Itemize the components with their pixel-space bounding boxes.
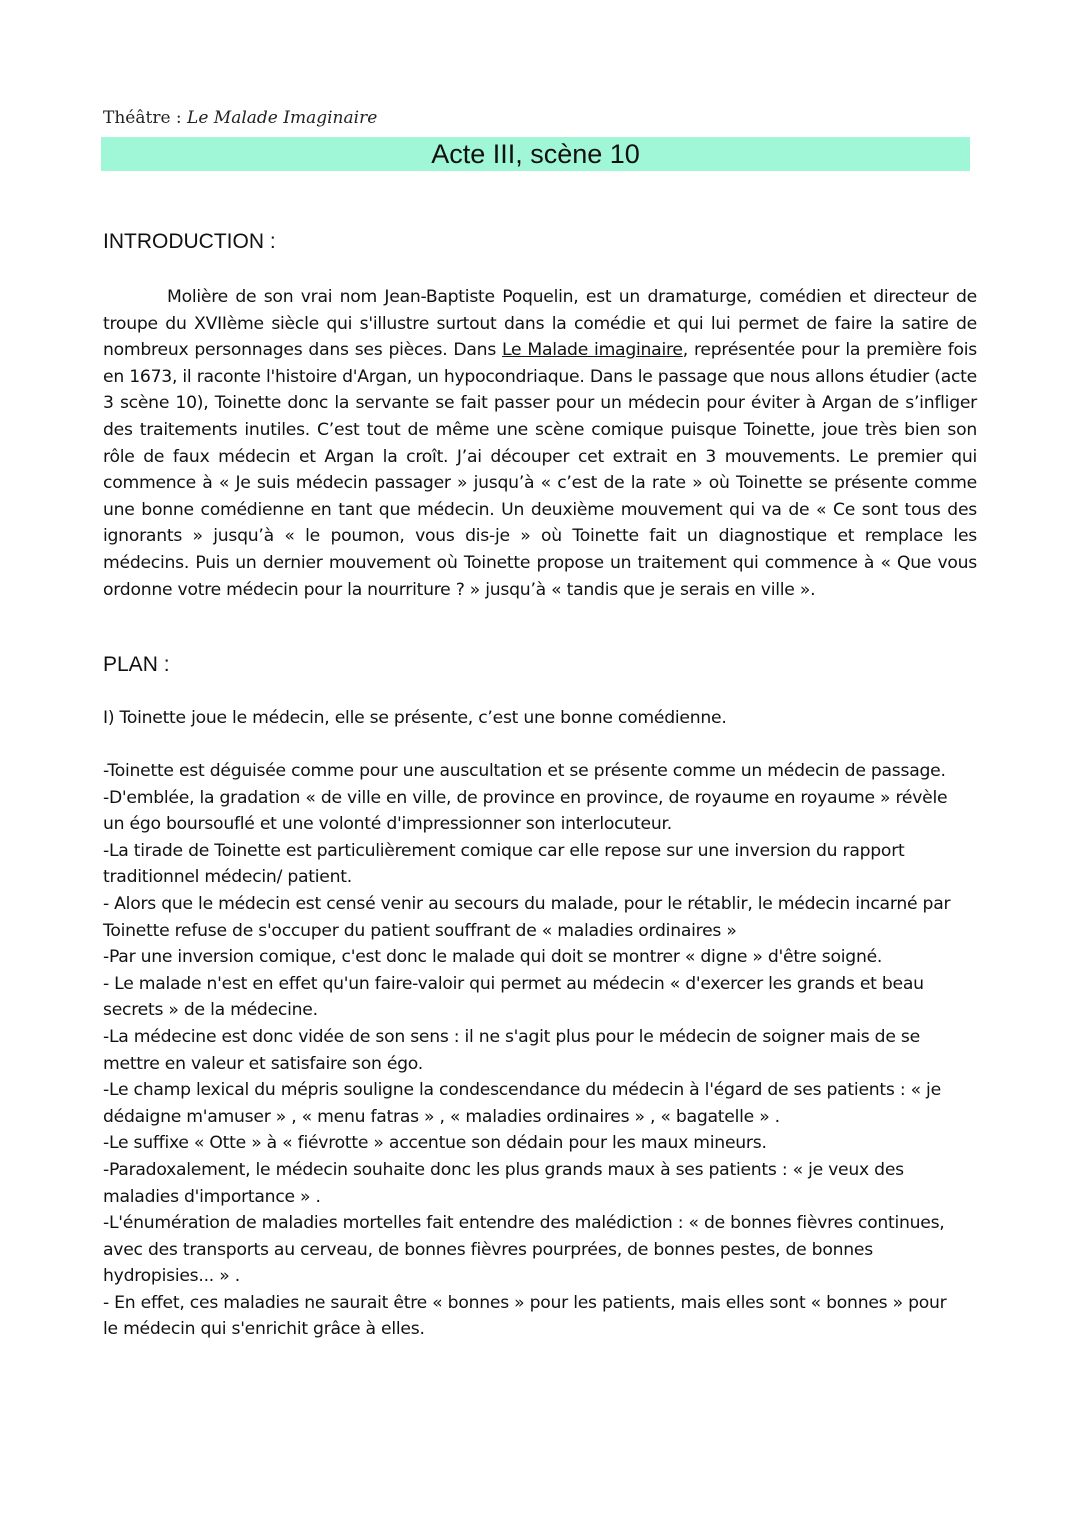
list-item: - Le malade n'est en effet qu'un faire-valoir qui permet au médecin « d'exercer les grands et beau secrets » de la médecine.	[103, 973, 924, 1021]
title-band	[101, 137, 970, 171]
header-prefix: Théâtre :	[103, 108, 188, 128]
intro-text-end: , représentée pour la première fois en 1673, il raconte l'histoire d'Argan, un hypocondriaque. Dans le passage que nous allons étudier (acte 3 scène 10), Toinette donc la servante se fait passer pour un médecin pour éviter à Argan de s’infliger des traitements inutiles. C’est tout de même une scène comique puisque Toinette, joue très bien son rôle de faux médecin et Argan la croît. J’ai découper cet extrait en 3 mouvements. Le premier qui commence à « Je suis médecin passager » jusqu’à « c’est de la rate » où Toinette se présente comme une bonne comédienne en tant que médecin. Un deuxième mouvement qui va de « Ce sont tous des ignorants » jusqu’à « le poumon, vous dis-je » où Toinette fait un diagnostique et remplace les médecins. Puis un dernier mouvement où Toinette propose un traitement qui commence à « Que vous ordonne votre médecin pour la nourriture ? » jusqu’à « tandis que je serais en ville ».	[103, 340, 977, 600]
list-item: -Toinette est déguisée comme pour une auscultation et se présente comme un médecin de passage.	[103, 761, 946, 781]
list-item: -La tirade de Toinette est particulièrement comique car elle repose sur une inversion du rapport traditionnel médecin/ patient.	[103, 840, 905, 888]
introduction-paragraph	[103, 284, 977, 603]
list-item: - Alors que le médecin est censé venir au secours du malade, pour le rétablir, le médecin incarné par Toinette refuse de s'occuper du patient souffrant de « maladies ordinaires »	[103, 893, 951, 941]
list-item: -L'énumération de maladies mortelles fait entendre des malédiction : « de bonnes fièvres continues, avec des transports au cerveau, de bonnes fièvres pourprées, de bonnes pestes, de bonnes hydropisies... » .	[103, 1213, 945, 1287]
list-item: -Le champ lexical du mépris souligne la condescendance du médecin à l'égard de ses patients : « je dédaigne m'amuser » , « menu fatras » , « maladies ordinaires » , « bagatelle » .	[103, 1080, 941, 1127]
introduction-heading: INTRODUCTION :	[103, 230, 276, 253]
plan-heading: PLAN :	[103, 653, 170, 676]
list-item: -Le suffixe « Otte » à « fiévrotte » accentue son dédain pour les maux mineurs.	[103, 1133, 767, 1154]
plan-part-one-title: I) Toinette joue le médecin, elle se présente, c’est une bonne comédienne.	[103, 708, 727, 728]
list-item: -Par une inversion comique, c'est donc le malade qui doit se montrer « digne » d'être soigné.	[103, 947, 883, 968]
list-item: -Paradoxalement, le médecin souhaite donc les plus grands maux à ses patients : « je veux des maladies d'importance » .	[103, 1159, 904, 1207]
list-item: -D'emblée, la gradation « de ville en ville, de province en province, de royaume en royaume » révèle un égo boursouflé et une volonté d'impressionner son interlocuteur.	[103, 787, 948, 835]
document-header	[103, 108, 377, 128]
plan-points-list	[103, 758, 963, 1343]
header-work-title: Le Malade Imaginaire	[187, 108, 378, 128]
list-item: -La médecine est donc vidée de son sens : il ne s'agit plus pour le médecin de soigner mais de se mettre en valeur et satisfaire son égo.	[103, 1026, 920, 1074]
intro-text-start: Molière de son vrai nom Jean-Baptiste Poquelin, est un dramaturge, comédien et directeur de troupe du XVIIème siècle qui s'illustre surtout dans la comédie et qui lui permet de faire la satire de nombreux personnages dans ses pièces. Dans	[103, 287, 977, 361]
list-item: - En effet, ces maladies ne saurait être « bonnes » pour les patients, mais elles sont « bonnes » pour le médecin qui s'enrichit grâce à elles.	[103, 1292, 947, 1340]
page-title: Acte III, scène 10	[431, 139, 640, 169]
intro-underlined-title: Le Malade imaginaire	[502, 340, 683, 361]
